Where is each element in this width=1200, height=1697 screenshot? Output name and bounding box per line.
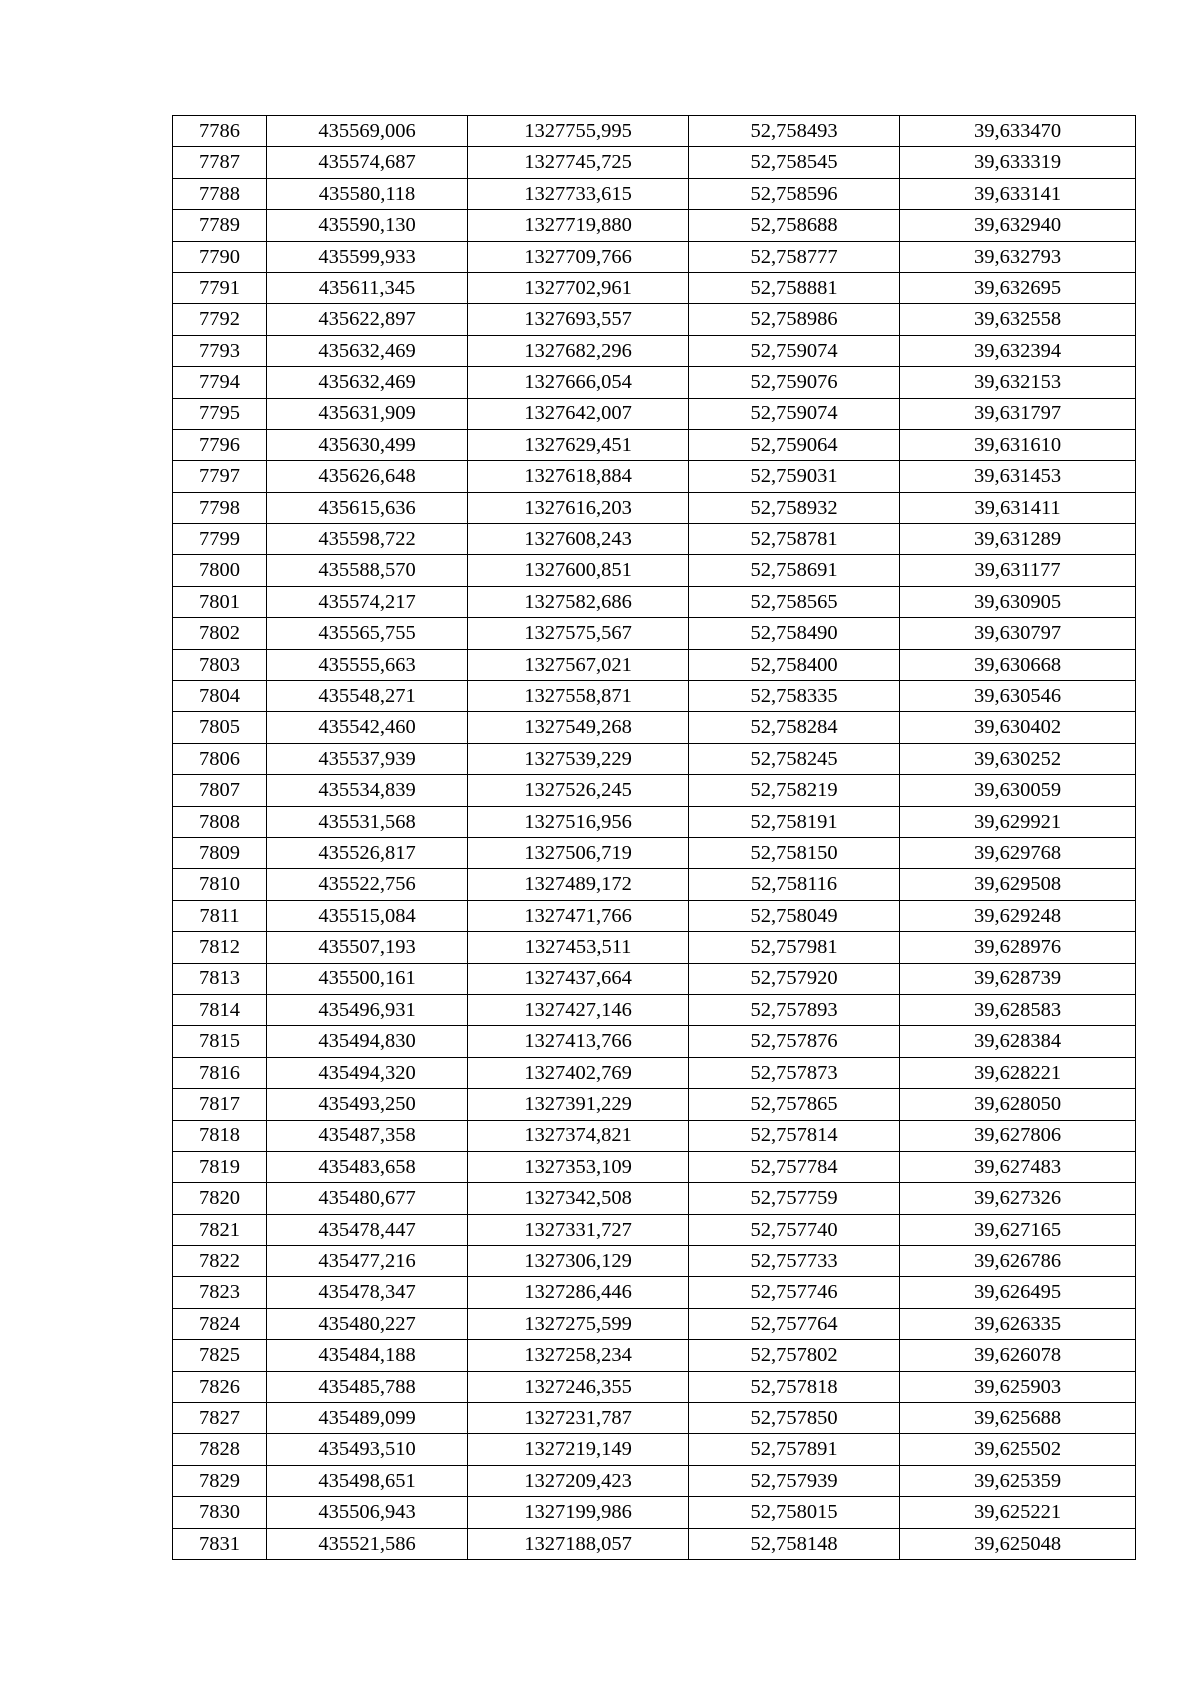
longitude-cell: 39,627483 xyxy=(900,1151,1136,1182)
y-coordinate-cell: 1327629,451 xyxy=(468,429,689,460)
latitude-cell: 52,757865 xyxy=(689,1089,900,1120)
y-coordinate-cell: 1327539,229 xyxy=(468,743,689,774)
point-number-cell: 7805 xyxy=(173,712,267,743)
x-coordinate-cell: 435590,130 xyxy=(267,210,468,241)
table-row xyxy=(173,116,1136,147)
latitude-cell: 52,759074 xyxy=(689,335,900,366)
table-row xyxy=(173,1403,1136,1434)
latitude-cell: 52,758150 xyxy=(689,837,900,868)
point-number-cell: 7804 xyxy=(173,681,267,712)
latitude-cell: 52,759076 xyxy=(689,367,900,398)
y-coordinate-cell: 1327199,986 xyxy=(468,1497,689,1528)
longitude-cell: 39,626078 xyxy=(900,1340,1136,1371)
point-number-cell: 7820 xyxy=(173,1183,267,1214)
point-number-cell: 7786 xyxy=(173,116,267,147)
table-row xyxy=(173,241,1136,272)
x-coordinate-cell: 435521,586 xyxy=(267,1528,468,1559)
y-coordinate-cell: 1327516,956 xyxy=(468,806,689,837)
y-coordinate-cell: 1327642,007 xyxy=(468,398,689,429)
y-coordinate-cell: 1327453,511 xyxy=(468,932,689,963)
longitude-cell: 39,631453 xyxy=(900,461,1136,492)
longitude-cell: 39,629508 xyxy=(900,869,1136,900)
y-coordinate-cell: 1327682,296 xyxy=(468,335,689,366)
y-coordinate-cell: 1327600,851 xyxy=(468,555,689,586)
latitude-cell: 52,758284 xyxy=(689,712,900,743)
latitude-cell: 52,758148 xyxy=(689,1528,900,1559)
y-coordinate-cell: 1327745,725 xyxy=(468,147,689,178)
y-coordinate-cell: 1327286,446 xyxy=(468,1277,689,1308)
x-coordinate-cell: 435537,939 xyxy=(267,743,468,774)
longitude-cell: 39,630668 xyxy=(900,649,1136,680)
point-number-cell: 7816 xyxy=(173,1057,267,1088)
x-coordinate-cell: 435598,722 xyxy=(267,524,468,555)
y-coordinate-cell: 1327246,355 xyxy=(468,1371,689,1402)
y-coordinate-cell: 1327258,234 xyxy=(468,1340,689,1371)
x-coordinate-cell: 435569,006 xyxy=(267,116,468,147)
y-coordinate-cell: 1327437,664 xyxy=(468,963,689,994)
point-number-cell: 7802 xyxy=(173,618,267,649)
point-number-cell: 7821 xyxy=(173,1214,267,1245)
y-coordinate-cell: 1327402,769 xyxy=(468,1057,689,1088)
x-coordinate-cell: 435615,636 xyxy=(267,492,468,523)
table-row xyxy=(173,304,1136,335)
y-coordinate-cell: 1327391,229 xyxy=(468,1089,689,1120)
table-row xyxy=(173,994,1136,1025)
table-row xyxy=(173,1057,1136,1088)
y-coordinate-cell: 1327575,567 xyxy=(468,618,689,649)
longitude-cell: 39,625502 xyxy=(900,1434,1136,1465)
x-coordinate-cell: 435631,909 xyxy=(267,398,468,429)
y-coordinate-cell: 1327608,243 xyxy=(468,524,689,555)
longitude-cell: 39,633141 xyxy=(900,178,1136,209)
y-coordinate-cell: 1327342,508 xyxy=(468,1183,689,1214)
longitude-cell: 39,632153 xyxy=(900,367,1136,398)
latitude-cell: 52,758986 xyxy=(689,304,900,335)
longitude-cell: 39,628976 xyxy=(900,932,1136,963)
x-coordinate-cell: 435626,648 xyxy=(267,461,468,492)
x-coordinate-cell: 435622,897 xyxy=(267,304,468,335)
longitude-cell: 39,625221 xyxy=(900,1497,1136,1528)
longitude-cell: 39,629248 xyxy=(900,900,1136,931)
longitude-cell: 39,628583 xyxy=(900,994,1136,1025)
latitude-cell: 52,757893 xyxy=(689,994,900,1025)
latitude-cell: 52,758493 xyxy=(689,116,900,147)
y-coordinate-cell: 1327526,245 xyxy=(468,775,689,806)
latitude-cell: 52,758881 xyxy=(689,272,900,303)
latitude-cell: 52,759064 xyxy=(689,429,900,460)
x-coordinate-cell: 435632,469 xyxy=(267,367,468,398)
table-row xyxy=(173,618,1136,649)
longitude-cell: 39,632940 xyxy=(900,210,1136,241)
point-number-cell: 7800 xyxy=(173,555,267,586)
x-coordinate-cell: 435611,345 xyxy=(267,272,468,303)
y-coordinate-cell: 1327549,268 xyxy=(468,712,689,743)
table-row xyxy=(173,1151,1136,1182)
table-row xyxy=(173,1528,1136,1559)
table-row xyxy=(173,806,1136,837)
x-coordinate-cell: 435531,568 xyxy=(267,806,468,837)
y-coordinate-cell: 1327427,146 xyxy=(468,994,689,1025)
latitude-cell: 52,757939 xyxy=(689,1465,900,1496)
x-coordinate-cell: 435574,217 xyxy=(267,586,468,617)
point-number-cell: 7794 xyxy=(173,367,267,398)
latitude-cell: 52,759031 xyxy=(689,461,900,492)
longitude-cell: 39,630905 xyxy=(900,586,1136,617)
table-row xyxy=(173,1214,1136,1245)
latitude-cell: 52,758015 xyxy=(689,1497,900,1528)
y-coordinate-cell: 1327506,719 xyxy=(468,837,689,868)
x-coordinate-cell: 435507,193 xyxy=(267,932,468,963)
x-coordinate-cell: 435480,677 xyxy=(267,1183,468,1214)
longitude-cell: 39,625903 xyxy=(900,1371,1136,1402)
point-number-cell: 7813 xyxy=(173,963,267,994)
latitude-cell: 52,757733 xyxy=(689,1246,900,1277)
x-coordinate-cell: 435515,084 xyxy=(267,900,468,931)
point-number-cell: 7829 xyxy=(173,1465,267,1496)
y-coordinate-cell: 1327666,054 xyxy=(468,367,689,398)
y-coordinate-cell: 1327693,557 xyxy=(468,304,689,335)
coordinates-table-body xyxy=(173,116,1136,1560)
point-number-cell: 7793 xyxy=(173,335,267,366)
table-row xyxy=(173,1308,1136,1339)
latitude-cell: 52,758777 xyxy=(689,241,900,272)
x-coordinate-cell: 435478,347 xyxy=(267,1277,468,1308)
table-row xyxy=(173,900,1136,931)
table-row xyxy=(173,1183,1136,1214)
table-row xyxy=(173,1246,1136,1277)
latitude-cell: 52,758191 xyxy=(689,806,900,837)
point-number-cell: 7812 xyxy=(173,932,267,963)
x-coordinate-cell: 435484,188 xyxy=(267,1340,468,1371)
latitude-cell: 52,758490 xyxy=(689,618,900,649)
point-number-cell: 7806 xyxy=(173,743,267,774)
table-row xyxy=(173,398,1136,429)
table-row xyxy=(173,272,1136,303)
x-coordinate-cell: 435485,788 xyxy=(267,1371,468,1402)
x-coordinate-cell: 435489,099 xyxy=(267,1403,468,1434)
longitude-cell: 39,630059 xyxy=(900,775,1136,806)
point-number-cell: 7827 xyxy=(173,1403,267,1434)
y-coordinate-cell: 1327702,961 xyxy=(468,272,689,303)
y-coordinate-cell: 1327582,686 xyxy=(468,586,689,617)
y-coordinate-cell: 1327558,871 xyxy=(468,681,689,712)
point-number-cell: 7799 xyxy=(173,524,267,555)
x-coordinate-cell: 435480,227 xyxy=(267,1308,468,1339)
x-coordinate-cell: 435477,216 xyxy=(267,1246,468,1277)
point-number-cell: 7818 xyxy=(173,1120,267,1151)
point-number-cell: 7808 xyxy=(173,806,267,837)
x-coordinate-cell: 435496,931 xyxy=(267,994,468,1025)
table-row xyxy=(173,649,1136,680)
point-number-cell: 7791 xyxy=(173,272,267,303)
y-coordinate-cell: 1327413,766 xyxy=(468,1026,689,1057)
y-coordinate-cell: 1327188,057 xyxy=(468,1528,689,1559)
y-coordinate-cell: 1327618,884 xyxy=(468,461,689,492)
longitude-cell: 39,630546 xyxy=(900,681,1136,712)
longitude-cell: 39,627806 xyxy=(900,1120,1136,1151)
latitude-cell: 52,759074 xyxy=(689,398,900,429)
point-number-cell: 7810 xyxy=(173,869,267,900)
table-row xyxy=(173,1434,1136,1465)
point-number-cell: 7824 xyxy=(173,1308,267,1339)
latitude-cell: 52,758335 xyxy=(689,681,900,712)
point-number-cell: 7788 xyxy=(173,178,267,209)
x-coordinate-cell: 435548,271 xyxy=(267,681,468,712)
latitude-cell: 52,758596 xyxy=(689,178,900,209)
y-coordinate-cell: 1327231,787 xyxy=(468,1403,689,1434)
latitude-cell: 52,758781 xyxy=(689,524,900,555)
latitude-cell: 52,758932 xyxy=(689,492,900,523)
latitude-cell: 52,757920 xyxy=(689,963,900,994)
latitude-cell: 52,758116 xyxy=(689,869,900,900)
longitude-cell: 39,627165 xyxy=(900,1214,1136,1245)
x-coordinate-cell: 435493,510 xyxy=(267,1434,468,1465)
longitude-cell: 39,629768 xyxy=(900,837,1136,868)
x-coordinate-cell: 435506,943 xyxy=(267,1497,468,1528)
latitude-cell: 52,757873 xyxy=(689,1057,900,1088)
longitude-cell: 39,632394 xyxy=(900,335,1136,366)
x-coordinate-cell: 435483,658 xyxy=(267,1151,468,1182)
point-number-cell: 7809 xyxy=(173,837,267,868)
latitude-cell: 52,757740 xyxy=(689,1214,900,1245)
latitude-cell: 52,757759 xyxy=(689,1183,900,1214)
table-row xyxy=(173,367,1136,398)
longitude-cell: 39,628050 xyxy=(900,1089,1136,1120)
table-row xyxy=(173,524,1136,555)
table-row xyxy=(173,147,1136,178)
y-coordinate-cell: 1327719,880 xyxy=(468,210,689,241)
table-row xyxy=(173,1120,1136,1151)
x-coordinate-cell: 435580,118 xyxy=(267,178,468,209)
table-row xyxy=(173,1497,1136,1528)
latitude-cell: 52,758219 xyxy=(689,775,900,806)
latitude-cell: 52,758545 xyxy=(689,147,900,178)
table-row xyxy=(173,586,1136,617)
longitude-cell: 39,626495 xyxy=(900,1277,1136,1308)
point-number-cell: 7831 xyxy=(173,1528,267,1559)
longitude-cell: 39,627326 xyxy=(900,1183,1136,1214)
x-coordinate-cell: 435522,756 xyxy=(267,869,468,900)
longitude-cell: 39,631411 xyxy=(900,492,1136,523)
x-coordinate-cell: 435555,663 xyxy=(267,649,468,680)
y-coordinate-cell: 1327209,423 xyxy=(468,1465,689,1496)
table-row xyxy=(173,1465,1136,1496)
point-number-cell: 7796 xyxy=(173,429,267,460)
x-coordinate-cell: 435534,839 xyxy=(267,775,468,806)
table-row xyxy=(173,1026,1136,1057)
point-number-cell: 7828 xyxy=(173,1434,267,1465)
point-number-cell: 7797 xyxy=(173,461,267,492)
table-row xyxy=(173,712,1136,743)
longitude-cell: 39,633470 xyxy=(900,116,1136,147)
longitude-cell: 39,626786 xyxy=(900,1246,1136,1277)
point-number-cell: 7787 xyxy=(173,147,267,178)
y-coordinate-cell: 1327275,599 xyxy=(468,1308,689,1339)
longitude-cell: 39,628384 xyxy=(900,1026,1136,1057)
table-row xyxy=(173,1340,1136,1371)
point-number-cell: 7822 xyxy=(173,1246,267,1277)
latitude-cell: 52,758049 xyxy=(689,900,900,931)
table-row xyxy=(173,492,1136,523)
table-row xyxy=(173,1089,1136,1120)
y-coordinate-cell: 1327353,109 xyxy=(468,1151,689,1182)
latitude-cell: 52,757891 xyxy=(689,1434,900,1465)
x-coordinate-cell: 435542,460 xyxy=(267,712,468,743)
point-number-cell: 7823 xyxy=(173,1277,267,1308)
point-number-cell: 7830 xyxy=(173,1497,267,1528)
x-coordinate-cell: 435498,651 xyxy=(267,1465,468,1496)
point-number-cell: 7815 xyxy=(173,1026,267,1057)
latitude-cell: 52,757764 xyxy=(689,1308,900,1339)
latitude-cell: 52,757802 xyxy=(689,1340,900,1371)
table-row xyxy=(173,869,1136,900)
point-number-cell: 7811 xyxy=(173,900,267,931)
longitude-cell: 39,631289 xyxy=(900,524,1136,555)
point-number-cell: 7807 xyxy=(173,775,267,806)
latitude-cell: 52,757746 xyxy=(689,1277,900,1308)
x-coordinate-cell: 435565,755 xyxy=(267,618,468,649)
latitude-cell: 52,757981 xyxy=(689,932,900,963)
longitude-cell: 39,630402 xyxy=(900,712,1136,743)
longitude-cell: 39,632558 xyxy=(900,304,1136,335)
x-coordinate-cell: 435574,687 xyxy=(267,147,468,178)
longitude-cell: 39,629921 xyxy=(900,806,1136,837)
x-coordinate-cell: 435494,320 xyxy=(267,1057,468,1088)
longitude-cell: 39,628221 xyxy=(900,1057,1136,1088)
latitude-cell: 52,757876 xyxy=(689,1026,900,1057)
table-row xyxy=(173,963,1136,994)
table-row xyxy=(173,461,1136,492)
y-coordinate-cell: 1327471,766 xyxy=(468,900,689,931)
latitude-cell: 52,757784 xyxy=(689,1151,900,1182)
y-coordinate-cell: 1327306,129 xyxy=(468,1246,689,1277)
x-coordinate-cell: 435632,469 xyxy=(267,335,468,366)
table-row xyxy=(173,1277,1136,1308)
point-number-cell: 7795 xyxy=(173,398,267,429)
point-number-cell: 7826 xyxy=(173,1371,267,1402)
x-coordinate-cell: 435487,358 xyxy=(267,1120,468,1151)
longitude-cell: 39,625359 xyxy=(900,1465,1136,1496)
latitude-cell: 52,758245 xyxy=(689,743,900,774)
y-coordinate-cell: 1327331,727 xyxy=(468,1214,689,1245)
latitude-cell: 52,758688 xyxy=(689,210,900,241)
point-number-cell: 7792 xyxy=(173,304,267,335)
point-number-cell: 7801 xyxy=(173,586,267,617)
y-coordinate-cell: 1327219,149 xyxy=(468,1434,689,1465)
latitude-cell: 52,757818 xyxy=(689,1371,900,1402)
y-coordinate-cell: 1327489,172 xyxy=(468,869,689,900)
y-coordinate-cell: 1327755,995 xyxy=(468,116,689,147)
longitude-cell: 39,631797 xyxy=(900,398,1136,429)
longitude-cell: 39,626335 xyxy=(900,1308,1136,1339)
point-number-cell: 7817 xyxy=(173,1089,267,1120)
longitude-cell: 39,625048 xyxy=(900,1528,1136,1559)
longitude-cell: 39,633319 xyxy=(900,147,1136,178)
point-number-cell: 7803 xyxy=(173,649,267,680)
y-coordinate-cell: 1327733,615 xyxy=(468,178,689,209)
table-row xyxy=(173,335,1136,366)
table-row xyxy=(173,555,1136,586)
point-number-cell: 7790 xyxy=(173,241,267,272)
latitude-cell: 52,757850 xyxy=(689,1403,900,1434)
longitude-cell: 39,628739 xyxy=(900,963,1136,994)
x-coordinate-cell: 435599,933 xyxy=(267,241,468,272)
latitude-cell: 52,757814 xyxy=(689,1120,900,1151)
table-row xyxy=(173,1371,1136,1402)
longitude-cell: 39,631610 xyxy=(900,429,1136,460)
point-number-cell: 7789 xyxy=(173,210,267,241)
point-number-cell: 7798 xyxy=(173,492,267,523)
longitude-cell: 39,625688 xyxy=(900,1403,1136,1434)
point-number-cell: 7819 xyxy=(173,1151,267,1182)
x-coordinate-cell: 435630,499 xyxy=(267,429,468,460)
table-row xyxy=(173,837,1136,868)
x-coordinate-cell: 435494,830 xyxy=(267,1026,468,1057)
x-coordinate-cell: 435526,817 xyxy=(267,837,468,868)
x-coordinate-cell: 435478,447 xyxy=(267,1214,468,1245)
table-row xyxy=(173,775,1136,806)
longitude-cell: 39,632793 xyxy=(900,241,1136,272)
latitude-cell: 52,758691 xyxy=(689,555,900,586)
x-coordinate-cell: 435500,161 xyxy=(267,963,468,994)
table-row xyxy=(173,178,1136,209)
point-number-cell: 7825 xyxy=(173,1340,267,1371)
table-row xyxy=(173,429,1136,460)
point-number-cell: 7814 xyxy=(173,994,267,1025)
x-coordinate-cell: 435588,570 xyxy=(267,555,468,586)
y-coordinate-cell: 1327374,821 xyxy=(468,1120,689,1151)
longitude-cell: 39,632695 xyxy=(900,272,1136,303)
latitude-cell: 52,758565 xyxy=(689,586,900,617)
x-coordinate-cell: 435493,250 xyxy=(267,1089,468,1120)
table-row xyxy=(173,681,1136,712)
table-row xyxy=(173,210,1136,241)
longitude-cell: 39,630252 xyxy=(900,743,1136,774)
table-row xyxy=(173,743,1136,774)
y-coordinate-cell: 1327616,203 xyxy=(468,492,689,523)
table-row xyxy=(173,932,1136,963)
y-coordinate-cell: 1327567,021 xyxy=(468,649,689,680)
longitude-cell: 39,631177 xyxy=(900,555,1136,586)
coordinates-table xyxy=(172,115,1136,1560)
latitude-cell: 52,758400 xyxy=(689,649,900,680)
y-coordinate-cell: 1327709,766 xyxy=(468,241,689,272)
longitude-cell: 39,630797 xyxy=(900,618,1136,649)
